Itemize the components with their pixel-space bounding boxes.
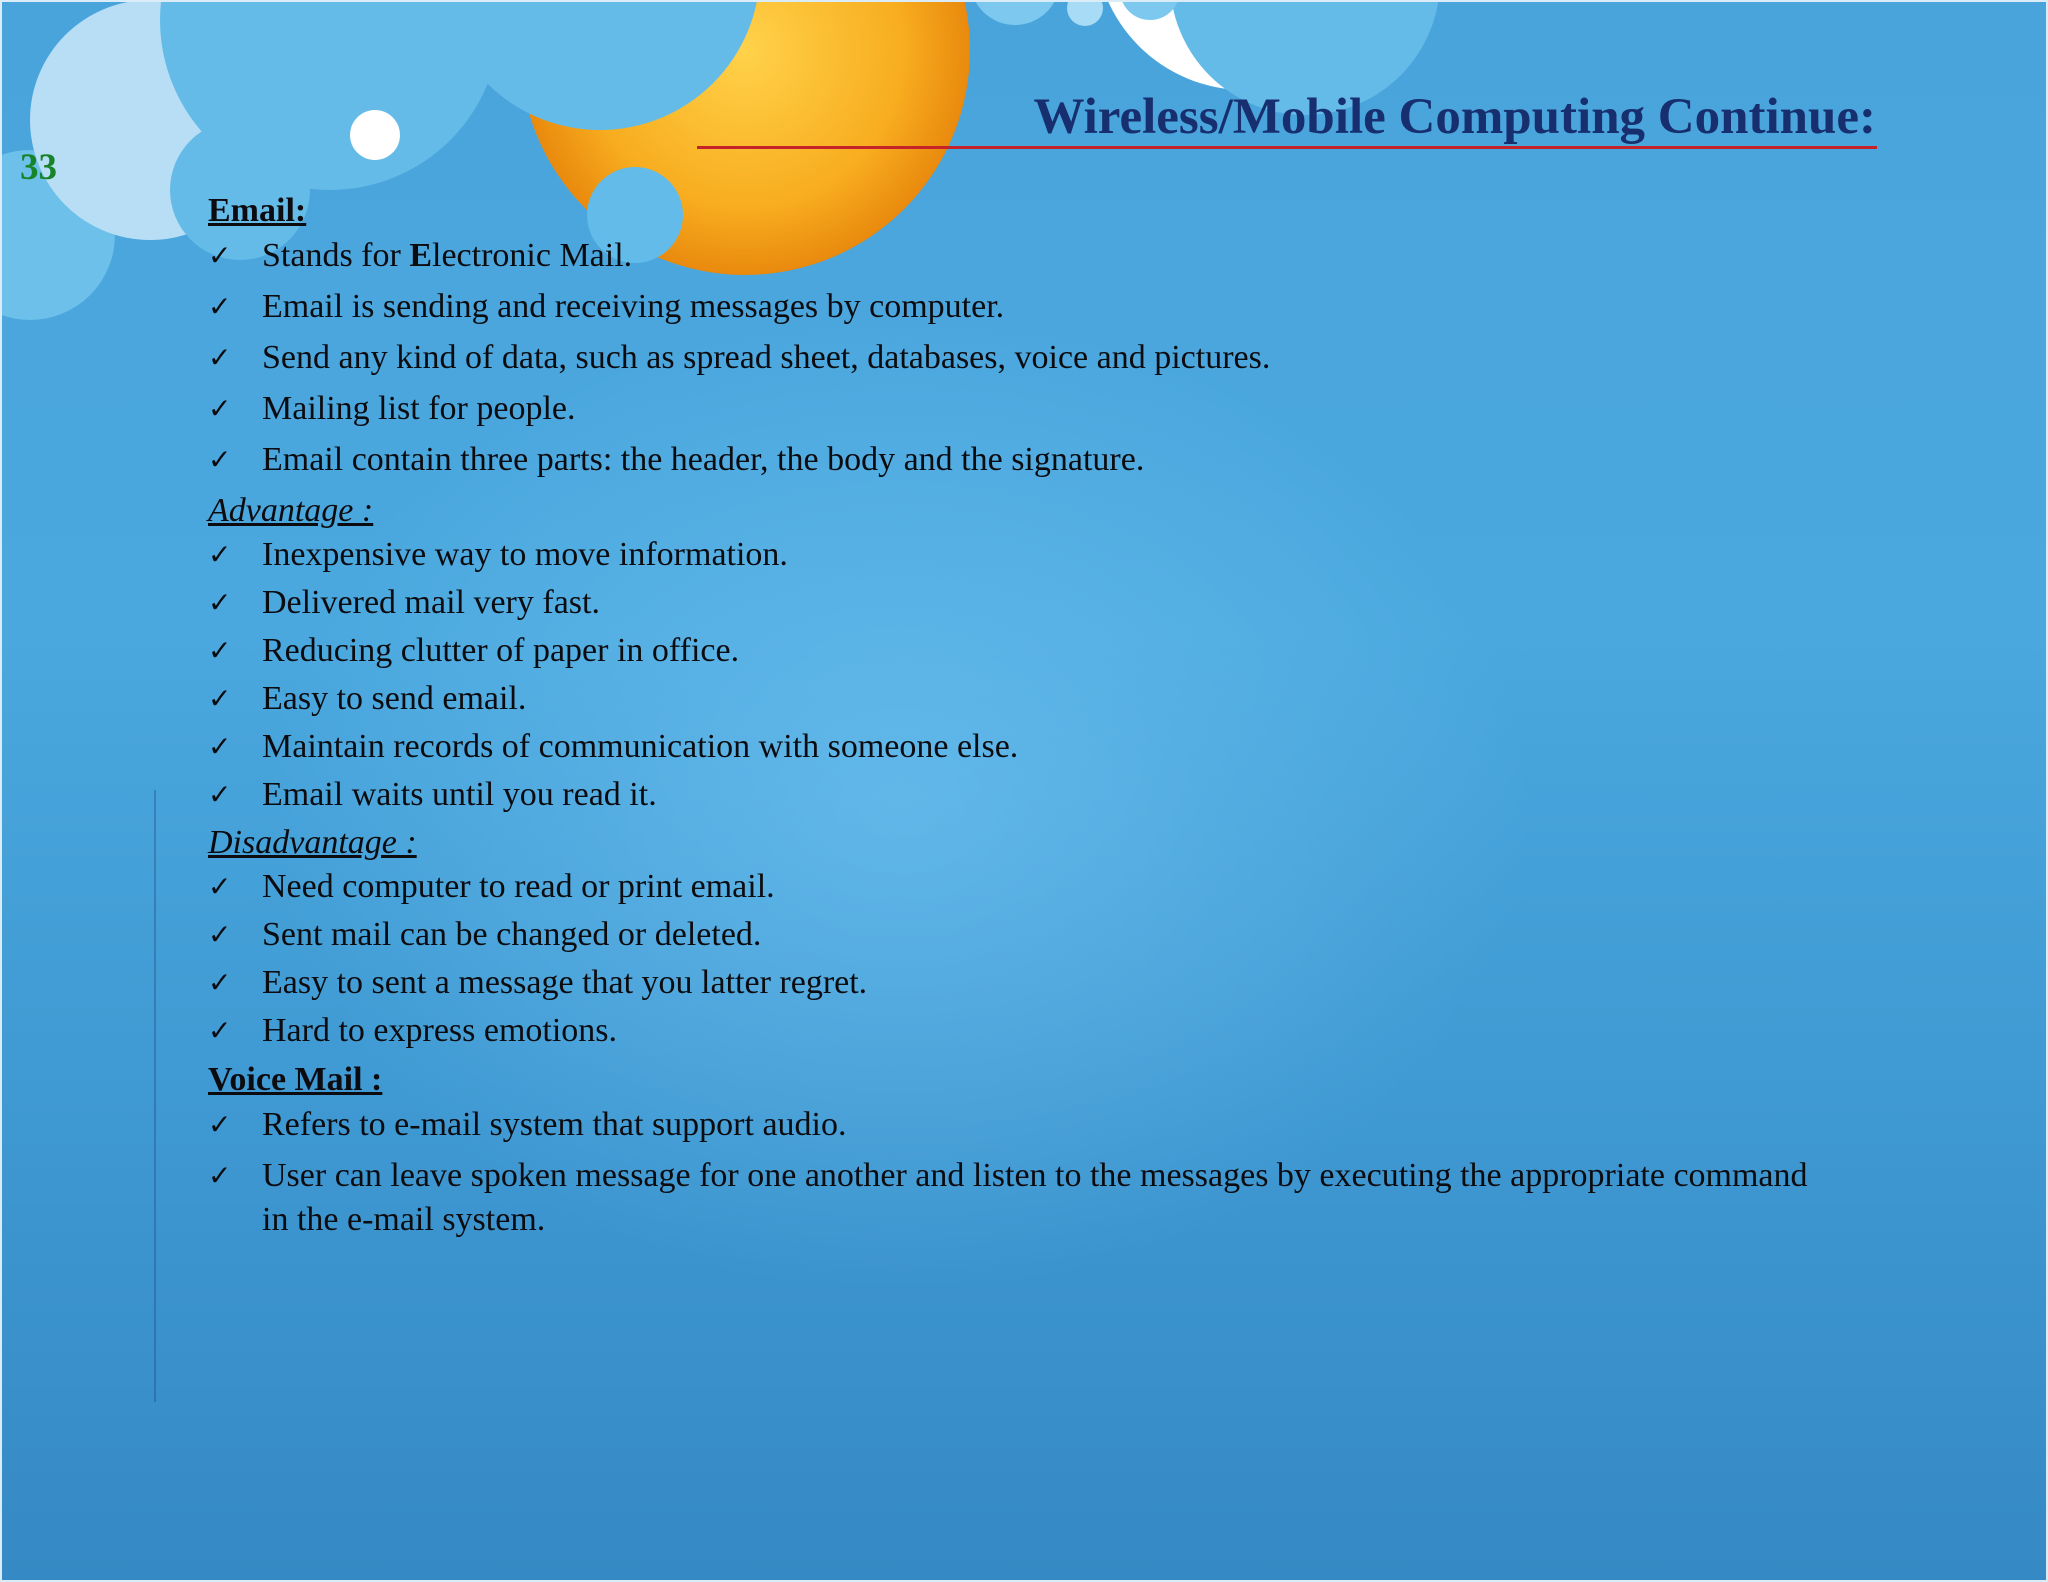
list-item <box>208 438 1828 482</box>
list-item <box>208 1154 1828 1242</box>
list-item-text: User can leave spoken message for one another and listen to the messages by executing the appropriate command in the e-mail system. <box>262 1157 1808 1238</box>
list-item-text: Reducing clutter of paper in office. <box>262 632 740 669</box>
list-item <box>208 336 1828 380</box>
check-icon: ✓ <box>208 870 232 903</box>
list-item <box>208 533 1828 577</box>
check-icon: ✓ <box>208 341 232 374</box>
check-icon: ✓ <box>208 239 232 272</box>
list-item-text: Send any kind of data, such as spread sheet, databases, voice and pictures. <box>262 339 1271 376</box>
list-item <box>208 629 1828 673</box>
voice-mail-list <box>208 1103 1828 1242</box>
slide-number: 33 <box>20 147 57 188</box>
list-item <box>208 913 1828 957</box>
list-item-text: Sent mail can be changed or deleted. <box>262 916 762 953</box>
cloud-puff <box>970 0 1060 25</box>
list-item <box>208 285 1828 329</box>
list-item <box>208 961 1828 1005</box>
cloud-puff <box>350 110 400 160</box>
list-item-text: Refers to e-mail system that support audio. <box>262 1106 847 1143</box>
check-icon: ✓ <box>208 682 232 715</box>
check-icon: ✓ <box>208 778 232 811</box>
disadvantage-heading: Disadvantage : <box>208 824 417 861</box>
list-item-text: Email contain three parts: the header, the body and the signature. <box>262 441 1145 478</box>
check-icon: ✓ <box>208 586 232 619</box>
slide-title: Wireless/Mobile Computing Continue: <box>1033 89 1876 145</box>
check-icon: ✓ <box>208 918 232 951</box>
list-item <box>208 725 1828 769</box>
list-item-text: Email is sending and receiving messages by computer. <box>262 288 1005 325</box>
list-item-text: Email waits until you read it. <box>262 776 657 813</box>
list-item-text: Hard to express emotions. <box>262 1012 618 1049</box>
list-item-text: Stands for Electronic Mail. <box>262 237 633 274</box>
list-item-text: Easy to sent a message that you latter regret. <box>262 964 868 1001</box>
check-icon: ✓ <box>208 443 232 476</box>
voice-mail-heading: Voice Mail : <box>208 1061 383 1098</box>
email-heading: Email: <box>208 192 307 229</box>
check-icon: ✓ <box>208 966 232 999</box>
list-item <box>208 865 1828 909</box>
list-item-text: Delivered mail very fast. <box>262 584 600 621</box>
advantage-heading: Advantage : <box>208 492 374 529</box>
list-item-text: Easy to send email. <box>262 680 527 717</box>
list-item-text: Inexpensive way to move information. <box>262 536 788 573</box>
advantage-list <box>208 533 1828 817</box>
list-item <box>208 773 1828 817</box>
check-icon: ✓ <box>208 392 232 425</box>
list-item-text: Need computer to read or print email. <box>262 868 775 905</box>
list-item-text: Mailing list for people. <box>262 390 576 427</box>
list-item <box>208 581 1828 625</box>
check-icon: ✓ <box>208 538 232 571</box>
list-item <box>208 234 1828 278</box>
cloud-puff <box>1067 0 1103 26</box>
title-underline <box>697 146 1877 149</box>
list-item-text: Maintain records of communication with someone else. <box>262 728 1019 765</box>
list-item <box>208 677 1828 721</box>
slide-content <box>208 188 1828 1249</box>
check-icon: ✓ <box>208 1014 232 1047</box>
list-item <box>208 1103 1828 1147</box>
check-icon: ✓ <box>208 1108 232 1141</box>
check-icon: ✓ <box>208 730 232 763</box>
check-icon: ✓ <box>208 634 232 667</box>
email-list <box>208 234 1828 482</box>
check-icon: ✓ <box>208 1159 232 1192</box>
check-icon: ✓ <box>208 290 232 323</box>
list-item <box>208 1009 1828 1053</box>
list-item <box>208 387 1828 431</box>
vertical-rule <box>154 790 156 1402</box>
disadvantage-list <box>208 865 1828 1053</box>
